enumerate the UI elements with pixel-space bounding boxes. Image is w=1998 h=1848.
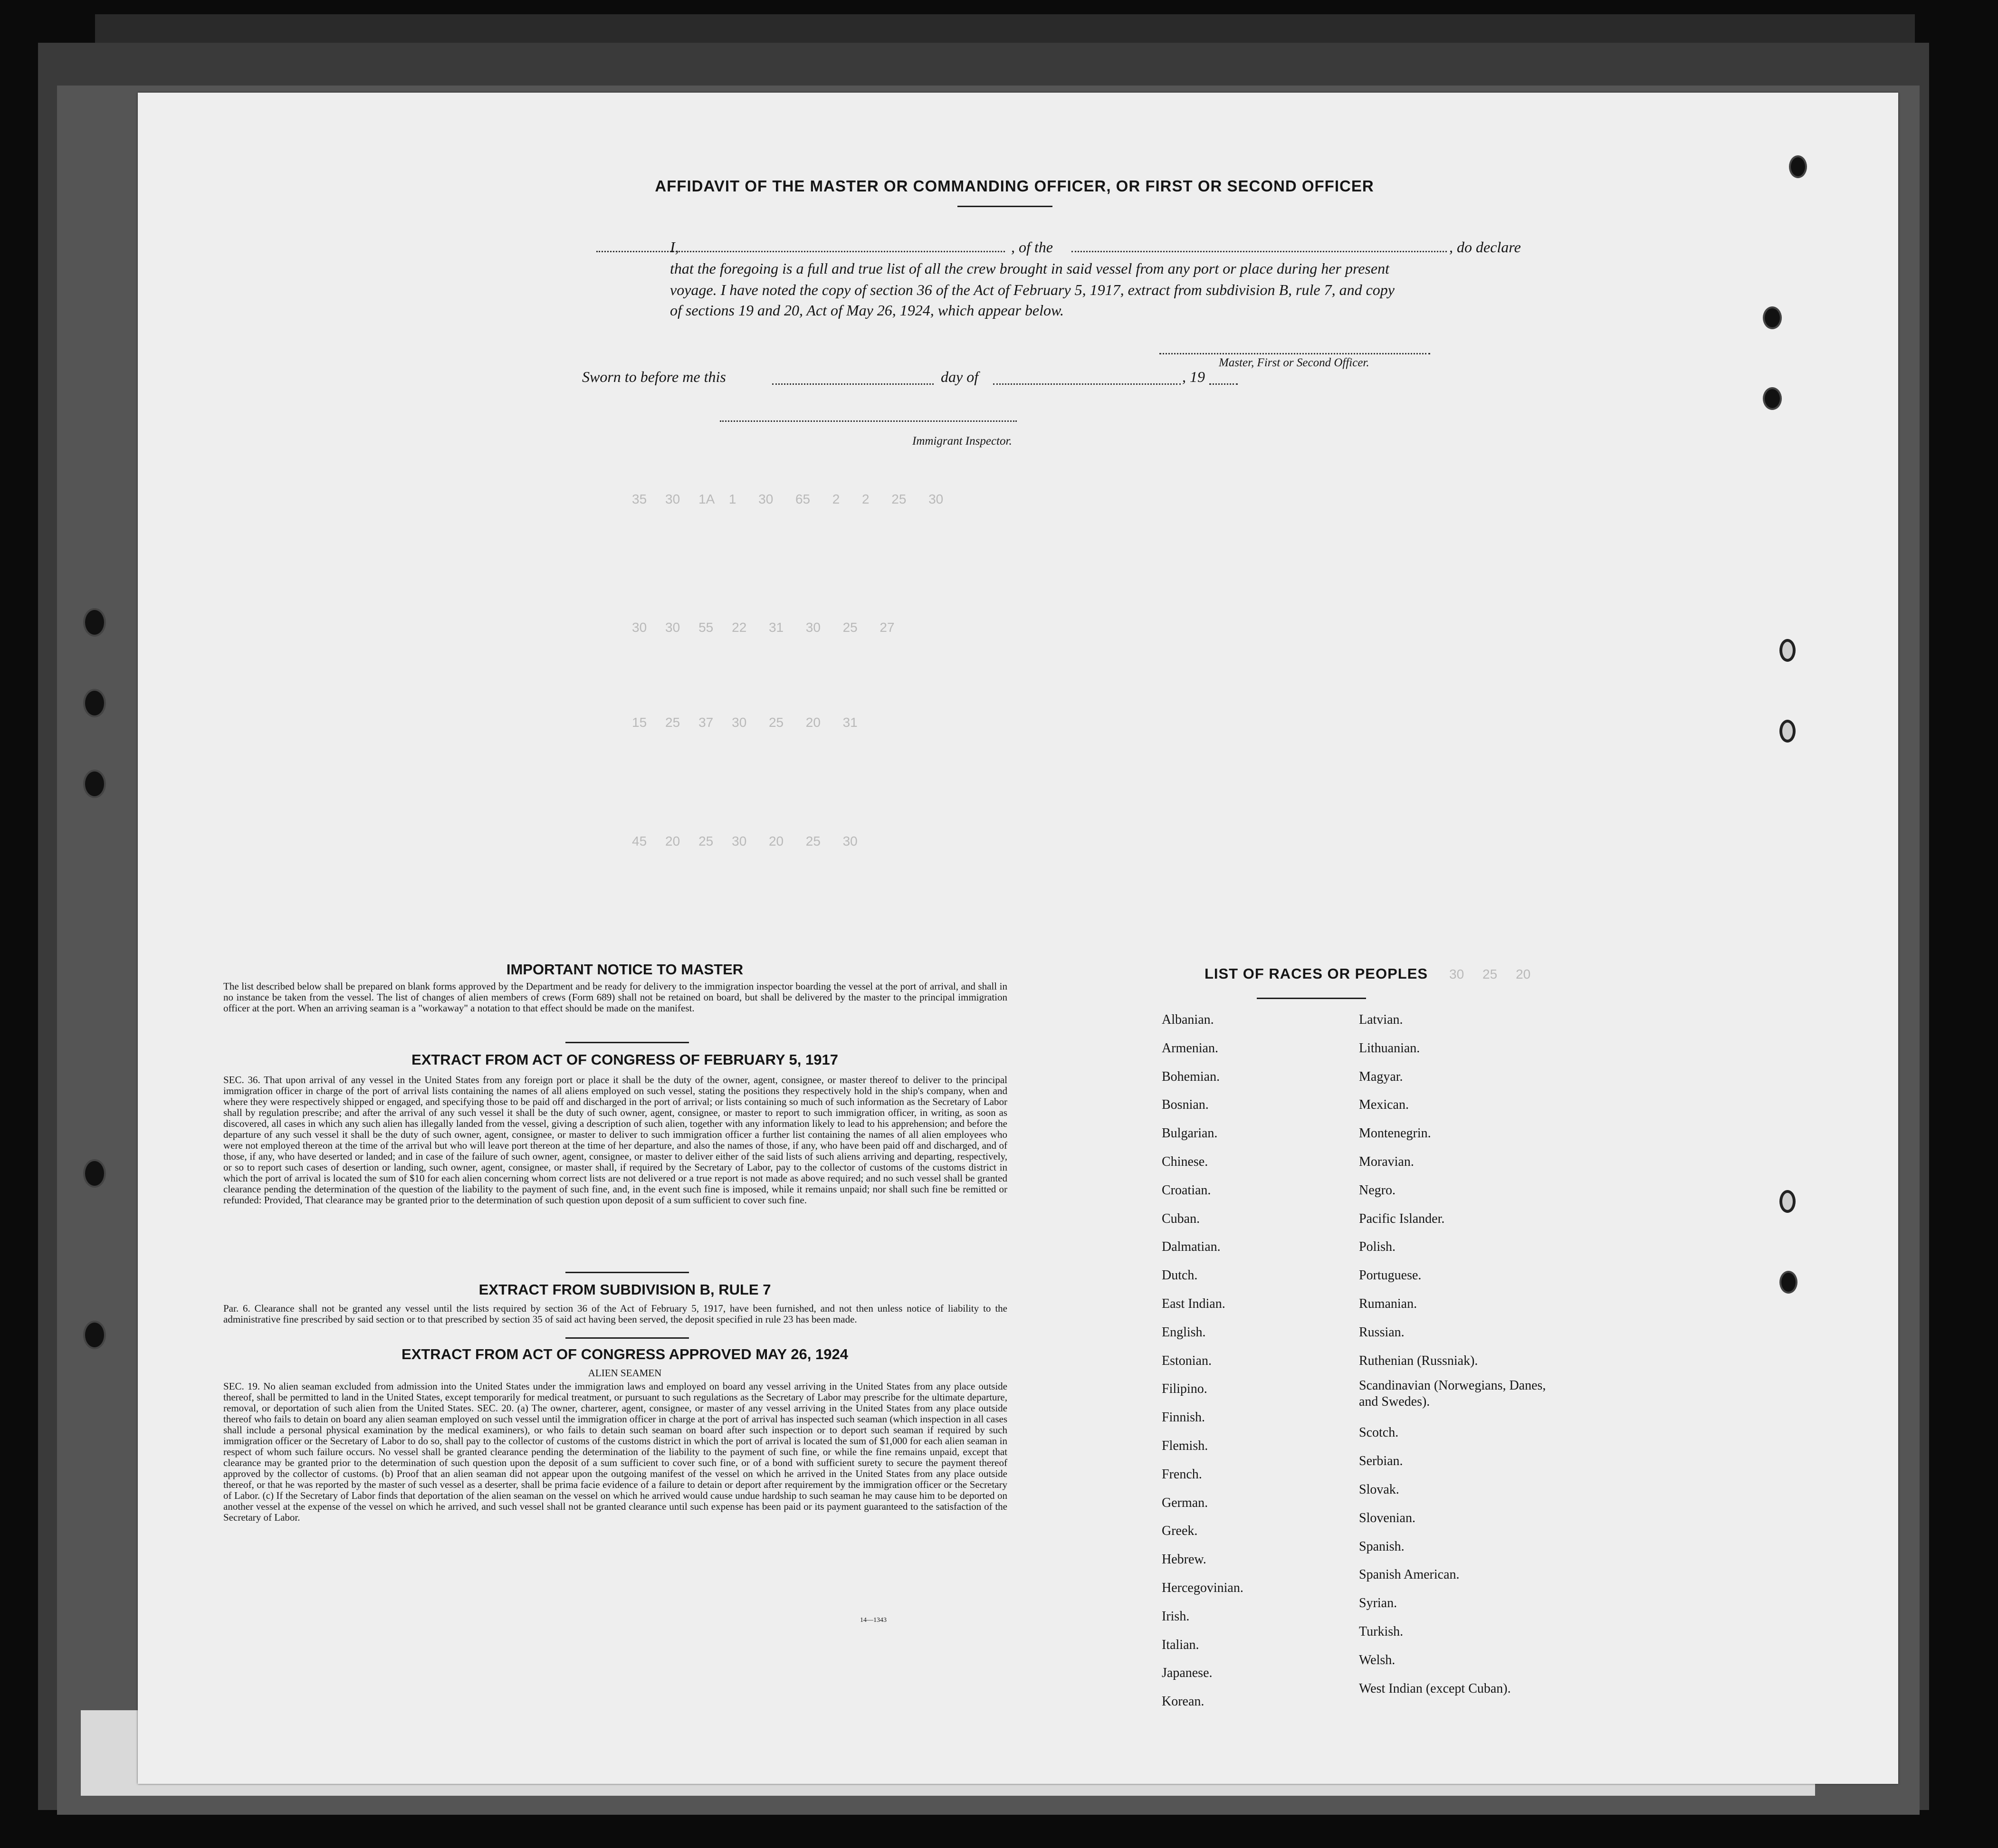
subdivision-body: Par. 6. Clearance shall not be granted any vessel until the lists required by section 36 of the Act of February 5, 1917, have been furnished, and not then unless notice of liability to the administrative fine prescribed by said section or to that prescribed by section 35 of said act having been served, the deposit specified in rule 23 has been made. [223,1303,1007,1325]
race-item: Syrian. [1359,1596,1397,1611]
race-item: Latvian. [1359,1012,1403,1027]
extract-1917-body: SEC. 36. That upon arrival of any vessel in the United States from any foreign port or place it shall be the duty of the owner, agent, consignee, or master thereof to deliver to the principal immigration officer in charge of the port of arrival lists containing the names of all aliens employed on such vessel, stating the positions they respectively hold in the ship's company, when and where they were respectively shipped or engaged, and specifying those to be paid off and discharged in the port of arrival; or lists containing so much of such information as the Secretary of Labor shall by regulation prescribe; and after the arrival of any such vessel it shall be the duty of such owner, agent, consignee, or master to report to such immigration officer, in writing, as soon as discovered, all cases in which any such alien has illegally landed from the vessel, giving a description of such alien, together with any information likely to lead to his apprehension; and before the departure of any such vessel it shall be the duty of such owner, agent, consignee, or master to deliver to such immigration officer a further list containing the names of all alien employees who were not employed thereon at the time of the arrival but who will leave port thereon at the time of her departure, and also the names of those, if any, who have been paid off and discharged, and of those, if any, who have deserted or landed; and in case of the failure of such owner, agent, consignee, or master to deliver either of the said lists of such aliens arriving and departing, respectively, or so to report such cases of desertion or landing, such owner, agent, consignee, or master shall, if required by the Secretary of Labor, pay to the collector of customs of the customs district in which the port of arrival is located the sum of $10 for each alien concerning whom correct lists are not delivered or a true report is not made as above required; and no such vessel shall be granted clearance pending the determination of the question of the liability to the payment of such fine, and, in the event such fine is imposed, while it remains unpaid; nor shall such fine be remitted or refunded: Provided, That clearance may be granted prior to the determination of such question upon deposit of a sum sufficient to cover such fine. [223,1074,1007,1206]
race-item: Hercegovinian. [1162,1580,1243,1595]
race-item: Italian. [1162,1637,1199,1652]
races-left-column [1162,1006,1243,1716]
race-item: Spanish American. [1359,1567,1460,1582]
race-item: Dutch. [1162,1268,1198,1283]
race-item: Welsh. [1359,1652,1396,1667]
day-of-text: day of [941,368,979,385]
race-item: Estonian. [1162,1353,1212,1368]
affidavit-page: 35 30 1A 1 30 65 2 2 25 30 30 30 55 22 31 30 25 27 15 25 37 30 25 20 31 45 20 25 30 20 25 30 30 25 20 AFFIDAVIT OF THE MASTER OR COMMANDING OFFICER, OR FIRST OR SECOND OFFICER I, , of the , do declare that the foregoing is a full and true list of all the crew brought in said vessel from any port or place during her present voyage. I have noted the copy of section 36 of the Act of February 5, 1917, extract from subdivision B, rule 7, and copy of sections 19 and 20, Act of May 26, 1924, which appear below. Master, First or Second Officer. Sworn to before me this day of , 19 Immigrant Inspector. IMPORTANT NOTICE TO MASTER The list described below shall be prepared on blank forms approved by the Department and be ready for delivery to the immigration inspector boarding the vessel at the port of arrival, and shall in no instance be taken from the vessel. The list of changes of alien members of crews (Form 689) shall not be retained on board, but shall be delivered by the master to the principal immigration officer at the port. When an arriving seaman is a "workaway" a notation to that effect should be made on the manifest. EXTRACT FROM ACT OF CONGRESS OF FEBRUARY 5, 1917 SEC. 36. That upon arrival of any vessel in the United States from any foreign port or place it shall be the duty of the owner, agent, consignee, or master thereof to deliver to the principal immigration officer in charge of the port of arrival lists containing the names of all aliens employed on such vessel, stating the positions they respectively hold in the ship's company, when and where they were respectively shipped or engaged, and specifying those to be paid off and discharged in the port of arrival; or lists containing so much of such information as the Secretary of Labor shall by regulation prescribe; and after the arrival of any such vessel it shall be the duty of such owner, agent, consignee, or master to report to such immigration officer, in writing, as soon as discovered, all cases in which any such alien has illegally landed from the vessel, giving a description of such alien, together with any information likely to lead to his apprehension; and before the departure of any such vessel it shall be the duty of such owner, agent, consignee, or master to deliver to such immigration officer a further list containing the names of all alien employees who were not employed thereon at the time of the arrival but who will leave port thereon at the time of her departure, and also the names of those, if any, who have been paid off and discharged, and of those, if any, who have deserted or landed; and in case of the failure of such owner, agent, consignee, or master to deliver either of the said lists of such aliens arriving and departing, respectively, or so to report such cases of desertion or landing, such owner, agent, consignee, or master shall, if required by the Secretary of Labor, pay to the collector of customs of the customs district in which the port of arrival is located the sum of $10 for each alien concerning whom correct lists are not delivered or a true report is not made as above required; and no such vessel shall be granted clearance pending the determination of the question of the liability to the payment of such fine, and, in the event such fine is imposed, while it remains unpaid; nor shall such fine be remitted or refunded: Provided, That clearance may be granted prior to the determination of such question upon deposit of a sum sufficient to cover such fine. EXTRACT FROM SUBDIVISION B, RULE 7 Par. 6. Clearance shall not be granted any vessel until the lists required by section 36 of the Act of February 5, 1917, have been furnished, and not then unless notice of liability to the administrative fine prescribed by said section or to that prescribed by section 35 of said act having been served, the deposit specified in rule 23 has been made. EXTRACT FROM ACT OF CONGRESS APPROVED MAY 26, 1924 ALIEN SEAMEN SEC. 19. No alien seaman excluded from admission into the United States under the immigration laws and employed on board any vessel arriving in the United States from any place outside thereof, shall be permitted to land in the United States, except temporarily for medical treatment, or pursuant to such regulations as the Secretary of Labor may prescribe for the ultimate departure, removal, or deportation of such alien from the United States. SEC. 20. (a) The owner, charterer, agent, consignee, or master of any vessel arriving in the United States from any place outside thereof who fails to detain on board any alien seaman employed on such vessel until the immigration officer in charge at the port of arrival has inspected such seaman (which inspection in all cases shall include a personal physical examination by the medical examiners), or who fails to detain such seaman on board after such inspection or to deport such seaman if required by such immigration officer or the Secretary of Labor to do so, shall pay to the collector of customs of the customs district in which the port of arrival is located the sum of $1,000 for each alien seaman in respect of whom such failure occurs. No vessel shall be granted clearance pending the determination of the liability to the payment of such fine, or while the fine remains unpaid, except that clearance may be granted prior to the determination of such question upon the deposit of a sum sufficient to cover such fine, or of a bond with sufficient surety to secure the payment thereof approved by the collector of customs. (b) Proof that an alien seaman did not appear upon the outgoing manifest of the vessel on which he arrived in the United States from any place outside thereof, or that he was reported by the master of such vessel as a deserter, shall be prima facie evidence of a failure to detain or deport after requirement by the immigration officer or the Secretary of Labor. (c) If the Secretary of Labor finds that deportation of the alien seaman on the vessel on which he arrived would cause undue hardship to such seaman he may cause him to be deported on another vessel at the expense of the vessel on which he arrived, and such vessel shall not be granted clearance until such expense has been paid or its payment guaranteed to the satisfaction of the Secretary of Labor. 14—1343 LIST OF RACES OR PEOPLES Albanian. Armenian. Bohemian. Bosnian. Bulgarian. Chinese. Croatian. Cuban. Dalmatian. Dutch. East Indian. English. Estonian. Filipino. Finnish. Flemish. French. German. Greek. Hebrew. Hercegovinian. Irish. Italian. Japanese. Korean. Latvian. Lithuanian. Magyar. Mexican. Montenegrin. Moravian. Negro. Pacific Islander. Polish. Portuguese. Rumanian. Russian. Ruthenian (Russniak). Scandinavian (Norwegians, Danes, and Swedes). Scotch. Serbian. Slovak. Slovenian. Spanish. Spanish American. Syrian. Turkish. Welsh. West Indian (except Cuban). [138,93,1898,1784]
race-item: Filipino. [1162,1381,1207,1397]
race-item: Moravian. [1359,1154,1414,1169]
race-item: Rumanian. [1359,1296,1417,1311]
vessel-blank[interactable] [1071,251,1447,252]
sworn-month-blank[interactable] [993,383,1181,385]
master-signature-line[interactable] [1159,353,1430,354]
race-item: Spanish. [1359,1539,1405,1554]
race-item: Greek. [1162,1524,1198,1539]
punch-hole [83,608,106,637]
race-item: Mexican. [1359,1097,1409,1113]
race-item: Montenegrin. [1359,1126,1431,1141]
form-number: 14—1343 [860,1617,887,1624]
race-item: Russian. [1359,1324,1405,1340]
race-item: English. [1162,1324,1206,1340]
race-item: Japanese. [1162,1666,1213,1681]
race-item: Serbian. [1359,1454,1403,1469]
punch-hole [83,1159,106,1188]
race-item: French. [1162,1467,1202,1482]
year-text: , 19 [1182,368,1205,385]
race-item: East Indian. [1162,1296,1225,1311]
punch-hole [1763,387,1782,410]
extract-1924-title: EXTRACT FROM ACT OF CONGRESS APPROVED MAY 26, 1924 [402,1346,848,1362]
notice-title: IMPORTANT NOTICE TO MASTER [506,961,744,978]
race-item: Dalmatian. [1162,1239,1221,1255]
master-label: Master, First or Second Officer. [1219,356,1369,369]
affidavit-line-3: voyage. I have noted the copy of section 36 of the Act of February 5, 1917, extract from subdivision B, rule 7, and copy [670,281,1395,298]
of-the-text: , of the [1011,238,1053,256]
punch-hole [1763,306,1782,329]
races-underline [1257,998,1366,999]
race-item: Slovenian. [1359,1510,1415,1525]
punch-hole [83,770,106,798]
name-blank[interactable] [596,251,1005,252]
notice-body: The list described below shall be prepared on blank forms approved by the Department and be ready for delivery to the immigration inspector boarding the vessel at the port of arrival, and shall in no instance be taken from the vessel. The list of changes of alien members of crews (Form 689) shall not be retained on board, but shall be delivered by the master to the principal immigration officer at the port. When an arriving seaman is a "workaway" a notation to that effect should be made on the manifest. [223,981,1007,1014]
race-item: Hebrew. [1162,1552,1206,1567]
race-item: Scotch. [1359,1425,1399,1440]
race-item: German. [1162,1495,1208,1510]
race-item: Turkish. [1359,1624,1404,1639]
race-item: Irish. [1162,1609,1190,1624]
extract-1924-subtitle: ALIEN SEAMEN [588,1367,662,1379]
punch-hole [1779,720,1796,743]
race-item: Croatian. [1162,1182,1211,1198]
sworn-text: Sworn to before me this [582,368,726,385]
affidavit-line-1 [670,238,679,256]
race-item: Portuguese. [1359,1268,1422,1283]
race-item: Ruthenian (Russniak). [1359,1353,1478,1368]
subdivision-title: EXTRACT FROM SUBDIVISION B, RULE 7 [478,1281,771,1298]
race-item: Finnish. [1162,1410,1205,1425]
race-item: Scandinavian (Norwegians, Danes, and Swedes). [1359,1378,1546,1410]
punch-hole [1779,1271,1797,1294]
affidavit-i: I, [670,238,679,256]
race-item: Albanian. [1162,1012,1214,1027]
section-divider [565,1042,689,1043]
punch-hole [1779,1190,1796,1213]
affidavit-title: AFFIDAVIT OF THE MASTER OR COMMANDING OFFICER, OR FIRST OR SECOND OFFICER [655,177,1374,195]
punch-hole [83,1321,106,1349]
race-item: Chinese. [1162,1154,1208,1169]
section-divider [565,1272,689,1273]
inspector-label: Immigrant Inspector. [912,435,1012,448]
punch-hole [1779,639,1796,662]
race-item: West Indian (except Cuban). [1359,1681,1511,1696]
race-item: Pacific Islander. [1359,1211,1445,1226]
race-item: Cuban. [1162,1211,1200,1226]
race-item: Bosnian. [1162,1097,1209,1113]
race-item: Korean. [1162,1694,1205,1709]
race-item: Bohemian. [1162,1069,1220,1084]
races-title: LIST OF RACES OR PEOPLES [1204,965,1428,982]
sworn-day-blank[interactable] [772,383,934,385]
race-item: Slovak. [1359,1482,1399,1497]
races-right-column [1359,1006,1549,1703]
sworn-year-blank[interactable] [1209,383,1238,385]
extract-1924-body: SEC. 19. No alien seaman excluded from admission into the United States under the immigration laws and employed on board any vessel arriving in the United States from any place outside thereof, shall be permitted to land in the United States, except temporarily for medical treatment, or pursuant to such regulations as the Secretary of Labor may prescribe for the ultimate departure, removal, or deportation of such alien from the United States. SEC. 20. (a) The owner, charterer, agent, consignee, or master of any vessel arriving in the United States from any place outside thereof who fails to detain on board any alien seaman employed on such vessel until the immigration officer in charge at the port of arrival has inspected such seaman (which inspection in all cases shall include a personal physical examination by the medical examiners), or who fails to detain such seaman on board after such inspection or to deport such seaman if required by such immigration officer or the Secretary of Labor to do so, shall pay to the collector of customs of the customs district in which the port of arrival is located the sum of $1,000 for each alien seaman in respect of whom such failure occurs. No vessel shall be granted clearance pending the determination of the liability to the payment of such fine, or while the fine remains unpaid, except that clearance may be granted prior to the determination of such question upon the deposit of a sum sufficient to cover such fine, or of a bond with sufficient surety to secure the payment thereof approved by the collector of customs. (b) Proof that an alien seaman did not appear upon the outgoing manifest of the vessel on which he arrived in the United States from any place outside thereof, or that he was reported by the master of such vessel as a deserter, shall be prima facie evidence of a failure to detain or deport after requirement by the immigration officer or the Secretary of Labor. (c) If the Secretary of Labor finds that deportation of the alien seaman on the vessel on which he arrived would cause undue hardship to such seaman he may cause him to be deported on another vessel at the expense of the vessel on which he arrived, and such vessel shall not be granted clearance until such expense has been paid or its payment guaranteed to the satisfaction of the Secretary of Labor. [223,1381,1007,1523]
race-item: Negro. [1359,1182,1396,1198]
race-item: Lithuanian. [1359,1040,1420,1056]
affidavit-line-4: of sections 19 and 20, Act of May 26, 1924, which appear below. [670,302,1064,319]
affidavit-line-2: that the foregoing is a full and true list of all the crew brought in said vessel from any port or place during her present [670,260,1389,277]
punch-hole [1789,155,1807,178]
race-item: Polish. [1359,1239,1396,1255]
punch-hole [83,689,106,717]
section-divider [565,1337,689,1339]
title-underline [957,206,1052,207]
race-item: Bulgarian. [1162,1126,1218,1141]
race-item: Flemish. [1162,1438,1208,1453]
declare-text: , do declare [1449,238,1521,256]
inspector-signature-line[interactable] [720,420,1017,422]
extract-1917-title: EXTRACT FROM ACT OF CONGRESS OF FEBRUARY 5, 1917 [411,1051,838,1068]
race-item: Armenian. [1162,1040,1218,1056]
race-item: Magyar. [1359,1069,1403,1084]
